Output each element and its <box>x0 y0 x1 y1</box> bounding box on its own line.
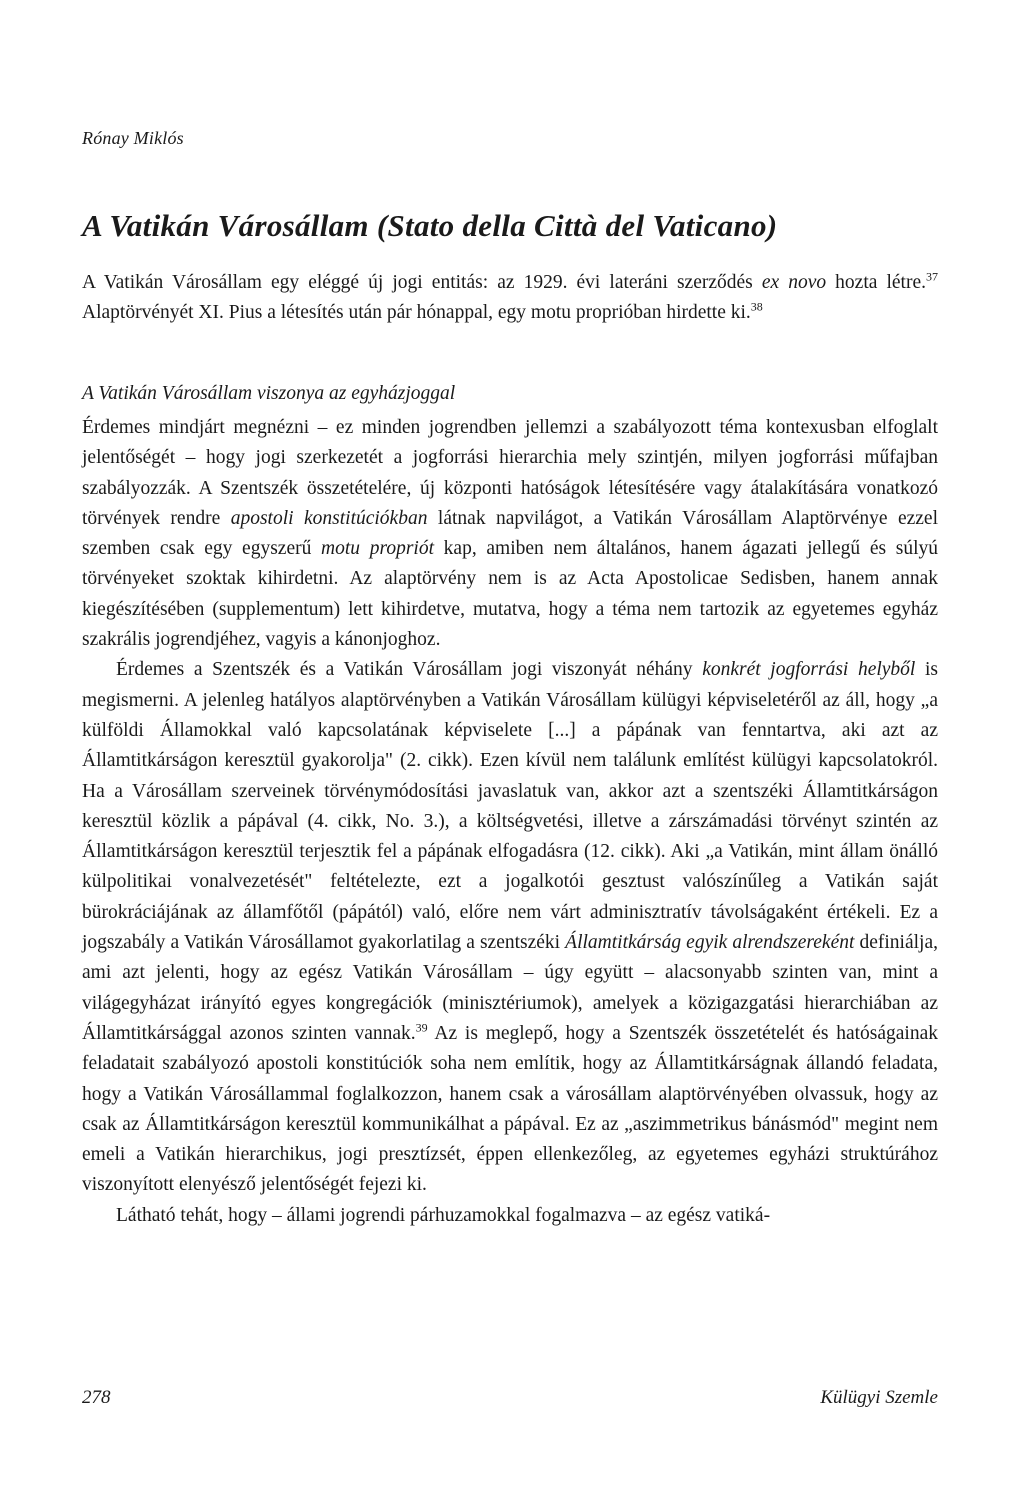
page-number: 278 <box>82 1387 111 1408</box>
paragraph-3 <box>82 1201 938 1231</box>
journal-name: Külügyi Szemle <box>820 1387 938 1408</box>
text-run: látnak napvilágot, a Vatikán Városállam Alaptörvénye ezzel szemben csak egy egyszerű <box>82 507 938 560</box>
italic-term: apostoli konstitúciókban <box>230 507 428 529</box>
lead-paragraph <box>82 268 938 328</box>
text-run: is megismerni. A jelenleg hatályos alaptörvényben a Vatikán Városállam külügyi képviseletéről az áll, hogy „a külföldi Államokkal való kapcsolatának képviselete [...] a pápának van fenntartva, aki azt az Államtitkárságon keresztül gyakorolja" (2. cikk). Ezen kívül nem találunk említést külügyi kapcsolatokról. Ha a Városállam szerveinek törvénymódosítási javaslatuk van, akkor azt a szentszéki Államtitkárságon keresztül közlik a pápával (4. cikk, No. 3.), a költségvetési, illetve a zárszámadási törvényt szintén az Államtitkárságon keresztül terjesztik fel a pápának elfogadásra (12. cikk). Aki „a Vatikán, mint állam önálló külpolitikai vonalvezetését" feltételezte, ezt a jogalkotói gesztust valószínűleg a Vatikán saját bürokráciájának az államfőtől (pápától) való, előre nem várt adminisztratív távolságaként értékeli. Ez a jogszabály a Vatikán Városállamot gyakorlatilag a szentszéki <box>82 659 938 954</box>
document-page <box>82 0 938 1500</box>
text-run: Az is meglepő, hogy a Szentszék összetételét és hatóságainak feladatait szabályozó apostoli konstitúciók soha nem említik, hogy az Államtitkárságnak állandó feladata, hogy a Vatikán Városállammal foglalkozzon, hanem csak a városállam alaptörvényében olvassuk, hogy az csak az Államtitkárságon keresztül kommunikálhat a pápával. Ez az „aszimmetrikus bánásmód" megint nem emeli a Vatikán hierarchikus, jogi presztízsét, éppen ellenkezőleg, az egyetemes egyházi struktúrához viszonyított elenyésző jelentőségét fejezi ki. <box>82 1022 938 1196</box>
paragraph-1 <box>82 413 938 655</box>
running-head-author: Rónay Miklós <box>82 128 184 148</box>
footnote-ref: 38 <box>750 299 763 314</box>
italic-term: ex novo <box>761 272 827 293</box>
italic-term: konkrét jogforrási helyből <box>702 659 916 681</box>
body-text <box>82 413 938 1231</box>
text-run: kap, amiben nem általános, hanem ágazati jellegű és súlyú törvényeket szoktak kihirdetni. Az alaptörvény nem is az Acta Apostolicae Sedisben, hanem annak kiegészítésében (supplementum) lett kihirdetve, mutatva, hogy a téma nem tartozik az egyetemes egyház szakrális jogrendjéhez, vagyis a kánonjoghoz. <box>82 538 938 651</box>
footnote-ref: 37 <box>926 269 938 284</box>
italic-term: motu propriót <box>321 538 434 560</box>
text-run: Látható tehát, hogy – állami jogrendi párhuzamokkal fogalmazva – az egész vatiká- <box>116 1204 771 1226</box>
text-run: Érdemes mindjárt megnézni – ez minden jogrendben jellemzi a szabályozott téma kontexusban elfoglalt jelentőségét – hogy jogi szerkezetét a jogforrási hierarchia mely szintjén, milyen jogforrási műfajban szabályozzák. A Szentszék összetételére, új központi hatóságok létesítésére vagy átalakítására vonatkozó törvények rendre <box>82 417 938 529</box>
article-title: A Vatikán Városállam (Stato della Città del Vaticano) <box>82 208 778 243</box>
text-run: definiálja, ami azt jelenti, hogy az egész Vatikán Városállam – úgy együtt – alacsonyabb szinten van, mint a világegyházat irányító egyes kongregációk (minisztériumok), amelyek a közigazgatási hierarchiában az Államtitkársággal azonos szinten vannak. <box>82 932 938 1044</box>
footnote-ref: 39 <box>415 1020 428 1035</box>
section-heading: A Vatikán Városállam viszonya az egyházjoggal <box>82 383 456 404</box>
text-run: Érdemes a Szentszék és a Vatikán Városállam jogi viszonyát néhány <box>116 659 703 681</box>
text-run: hozta létre. <box>826 272 926 293</box>
italic-term: Államtitkárság egyik alrendszereként <box>565 932 855 954</box>
text-run: Alaptörvényét XI. Pius a létesítés után pár hónappal, egy motu proprióban hirdette ki. <box>82 302 751 323</box>
text-run: A Vatikán Városállam egy eléggé új jogi entitás: az 1929. évi lateráni szerződés <box>82 272 762 293</box>
paragraph-2 <box>82 655 938 1200</box>
